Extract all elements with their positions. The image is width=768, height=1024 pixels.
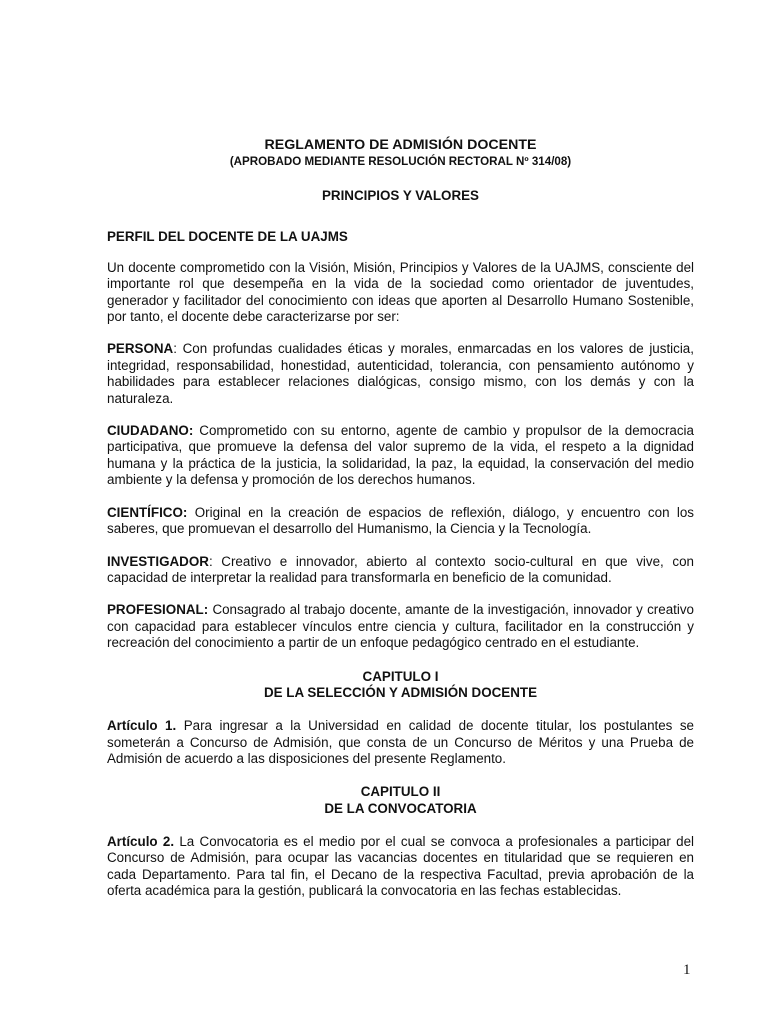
chapter-title: DE LA SELECCIÓN Y ADMISIÓN DOCENTE bbox=[263, 685, 538, 701]
chapter-heading-2 bbox=[107, 784, 694, 818]
article-paragraph-1 bbox=[107, 718, 694, 767]
document-title: REGLAMENTO DE ADMISIÓN DOCENTE bbox=[264, 137, 537, 153]
trait-term: PROFESIONAL: bbox=[107, 602, 209, 618]
trait-text: Creativo e innovador, abierto al contexto socio-cultural en que vive, con capacidad de interpretar la realidad para transformarla en beneficio de la comunidad. bbox=[107, 553, 694, 585]
trait-text: Con profundas cualidades éticas y morales, enmarcadas en los valores de justicia, integridad, responsabilidad, honestidad, autenticidad, tolerancia, con pensamiento autónomo y habilidades para establecer relaciones dialógicas, consigo mismo, con los demás y con la naturaleza. bbox=[107, 341, 694, 406]
trait-text: Comprometido con su entorno, agente de cambio y propulsor de la democracia participativa, que promueve la defensa del valor supremo de la vida, el respeto a la dignidad humana y la práctica de la justicia, la solidaridad, la paz, la equidad, la conservación del medio ambiente y la defensa y promoción de los derechos humanos. bbox=[107, 423, 694, 488]
trait-text: Original en la creación de espacios de reflexión, diálogo, y encuentro con los saberes, que promuevan el desarrollo del Humanismo, la Ciencia y la Tecnología. bbox=[107, 504, 694, 537]
trait-paragraph-ciudadano bbox=[107, 423, 694, 489]
document-body bbox=[107, 137, 694, 900]
trait-text: Consagrado al trabajo docente, amante de la investigación, innovador y creativo con capacidad para establecer vínculos entre ciencia y cultura, facilitador en la construcción y recreación del conocimiento a partir de un enfoque pedagógico centrado en el estudiante. bbox=[107, 602, 694, 651]
trait-term: PERSONA bbox=[107, 341, 174, 357]
trait-separator bbox=[187, 505, 194, 520]
chapter-number: CAPITULO II bbox=[360, 784, 441, 800]
trait-paragraph-cientifico bbox=[107, 505, 694, 538]
trait-paragraph-investigador bbox=[107, 554, 694, 587]
article-text: La Convocatoria es el medio por el cual se convoca a profesionales a participar del Concurso de Admisión, para ocupar las vacancias docentes en titularidad que se requieren en cada Departamento. Para tal fin, el Decano de la respectiva Facultad, previa aprobación de la oferta académica para la gestión, publicará la convocatoria en las fechas establecidas. bbox=[107, 833, 694, 899]
chapter-title: DE LA CONVOCATORIA bbox=[324, 801, 477, 817]
trait-paragraph-persona bbox=[107, 341, 694, 407]
trait-paragraph-profesional bbox=[107, 602, 694, 651]
article-text: Para ingresar a la Universidad en calidad de docente titular, los postulantes se someterán a Concurso de Admisión, que consta de un Concurso de Méritos y una Prueba de Admisión de acuerdo a las disposiciones del presente Reglamento. bbox=[107, 718, 694, 766]
page-number: 1 bbox=[683, 962, 691, 978]
article-paragraph-2 bbox=[107, 834, 694, 900]
chapter-heading-1 bbox=[107, 669, 694, 703]
intro-paragraph: Un docente comprometido con la Visión, Misión, Principios y Valores de la UAJMS, consciente del importante rol que desempeña en la vida de la sociedad como orientador de juventudes, generador y facilitador del conocimiento con ideas que aporten al Desarrollo Humano Sostenible, por tanto, el docente debe caracterizarse por ser: bbox=[107, 259, 694, 325]
document-subtitle: (APROBADO MEDIANTE RESOLUCIÓN RECTORAL Nº 314/08) bbox=[229, 155, 572, 168]
profile-heading: PERFIL DEL DOCENTE DE LA UAJMS bbox=[107, 229, 348, 245]
chapter-number: CAPITULO I bbox=[362, 668, 439, 684]
trait-term: CIUDADANO: bbox=[107, 423, 194, 439]
principles-heading: PRINCIPIOS Y VALORES bbox=[321, 188, 479, 203]
article-label: Artículo 1. bbox=[107, 718, 177, 734]
article-label: Artículo 2. bbox=[107, 833, 175, 849]
trait-separator: : bbox=[208, 553, 222, 569]
trait-separator: : bbox=[173, 341, 183, 357]
trait-term: INVESTIGADOR bbox=[107, 553, 209, 569]
trait-term: CIENTÍFICO: bbox=[107, 504, 188, 520]
